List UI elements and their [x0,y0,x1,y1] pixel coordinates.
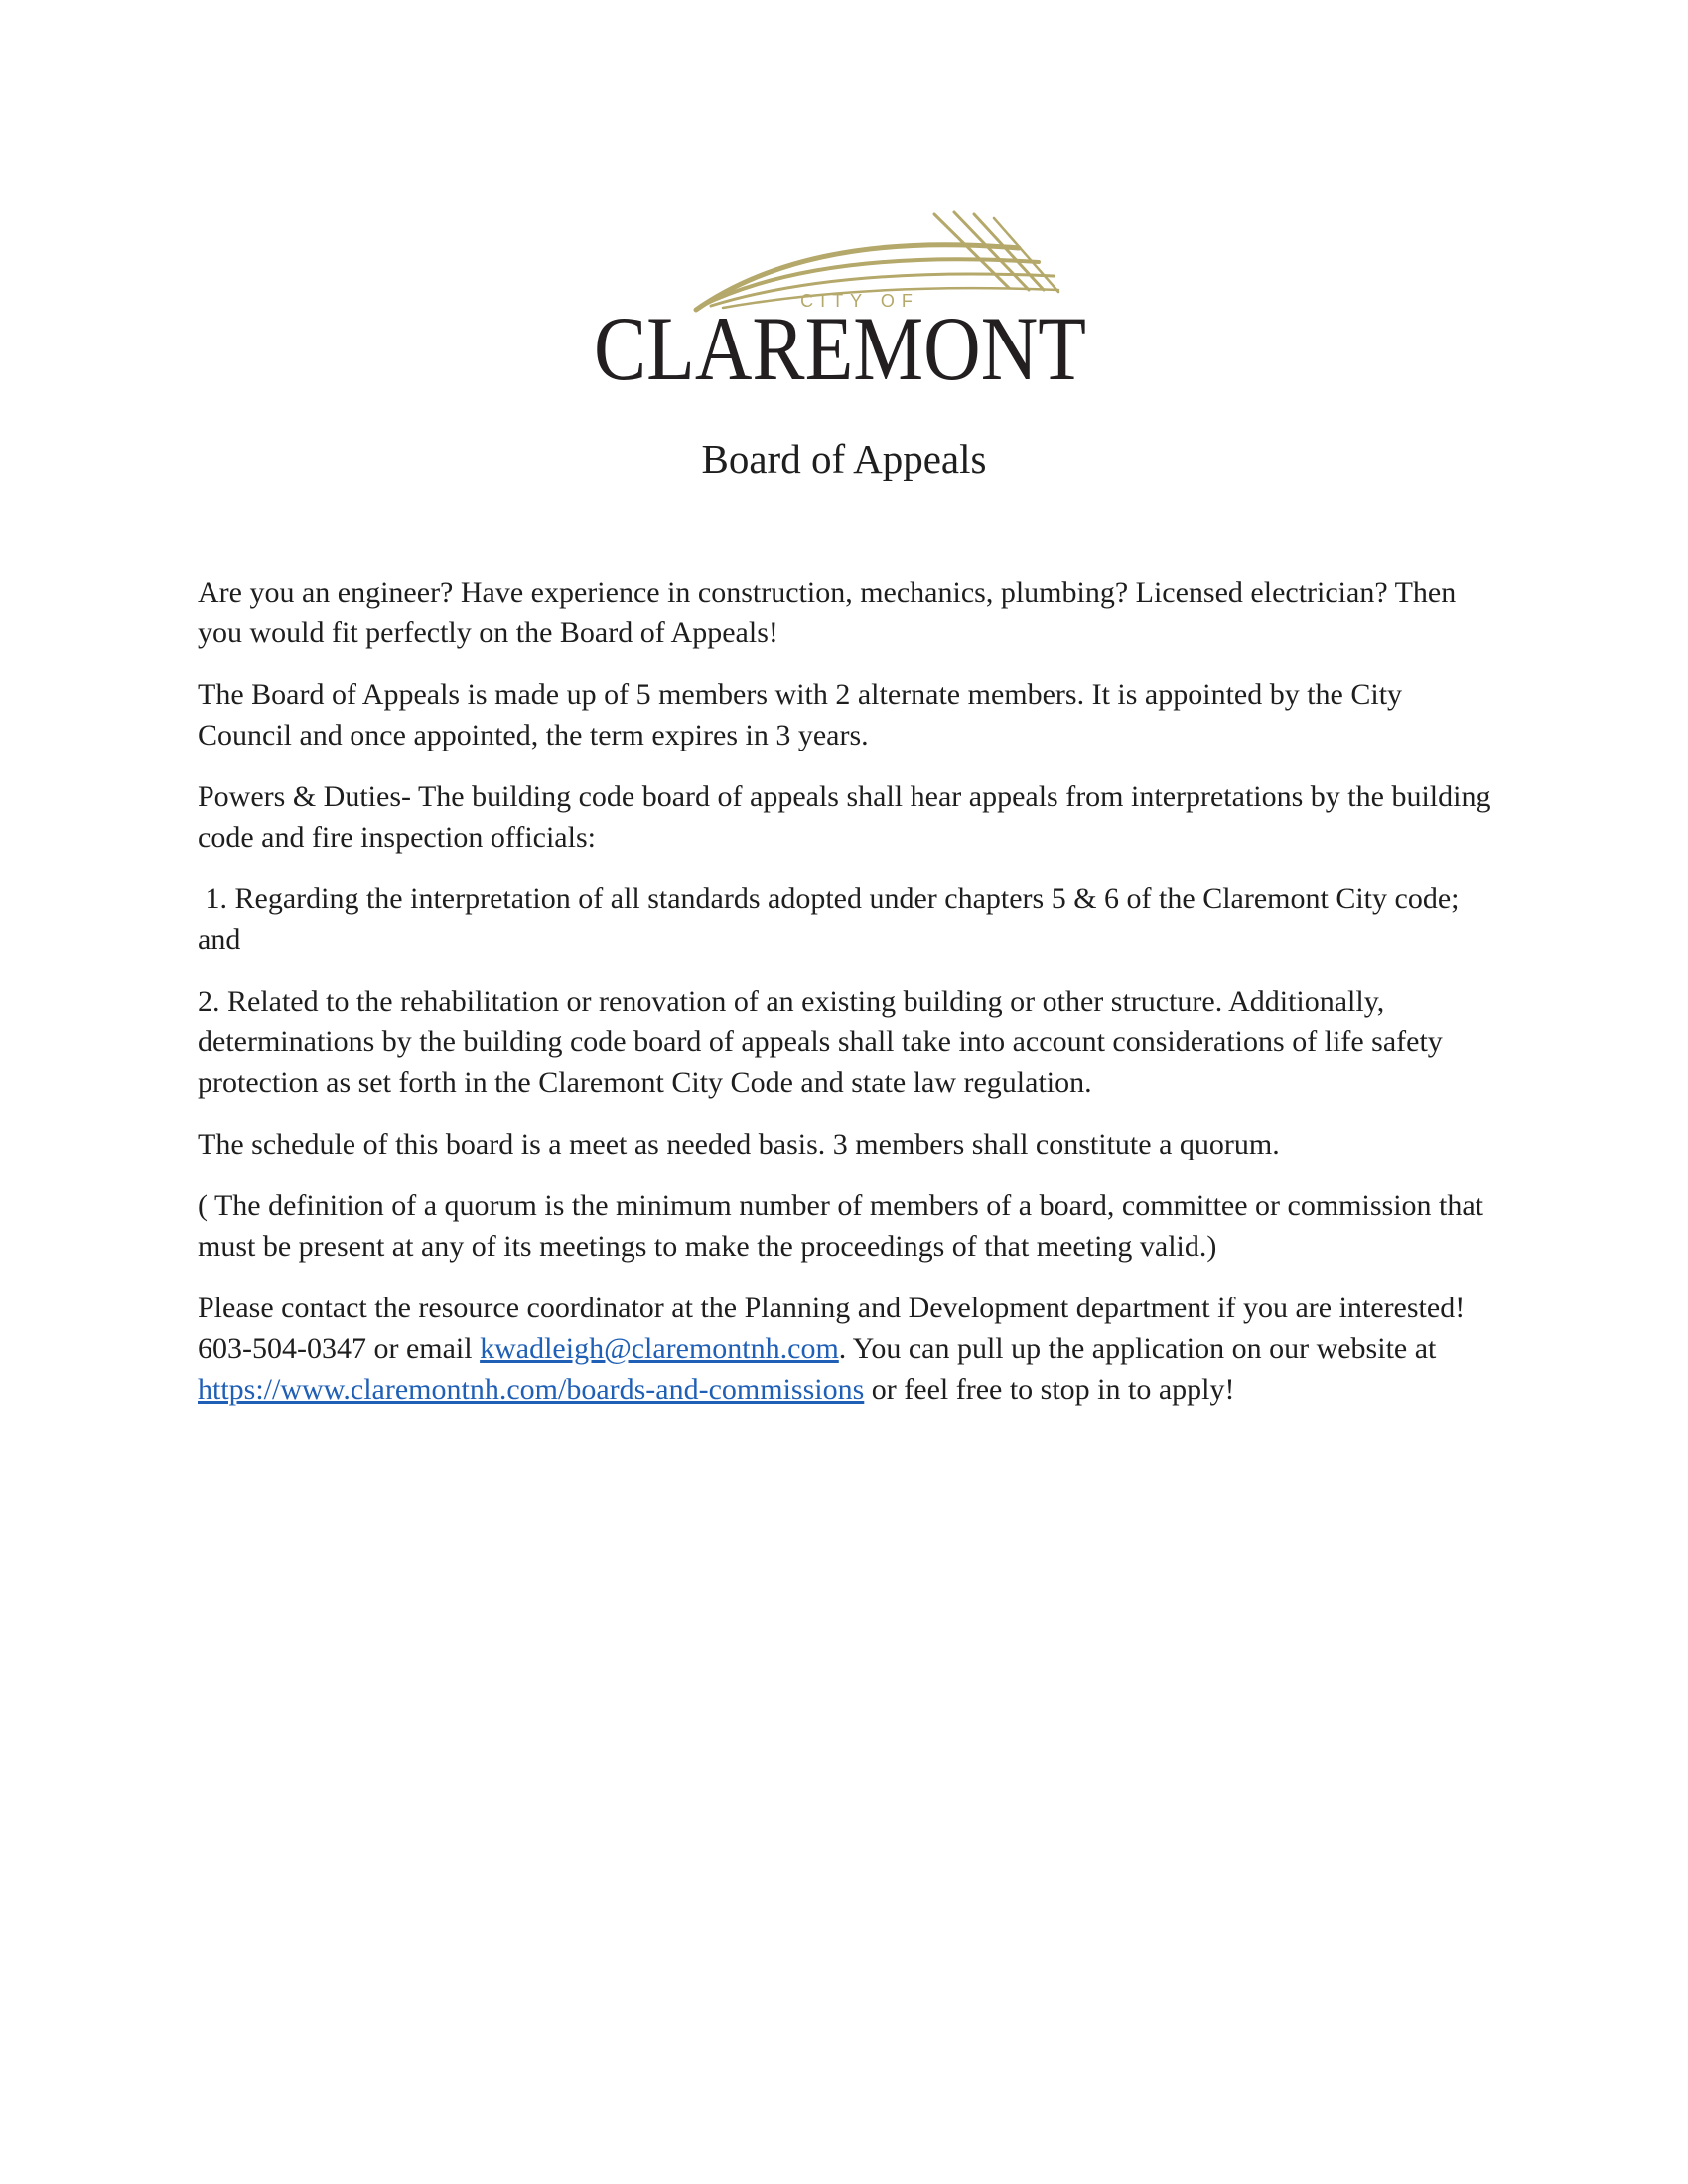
logo-claremont: CLAREMONT [594,298,1086,389]
logo-city-of: CITY OF [800,291,919,311]
list-item-2: 2. Related to the rehabilitation or renovation of an existing building or other structure. Additionally, determinations by the building code board of appeals shall take into account considerations of life safety protection as set forth in the Claremont City Code and state law regulation. [198,985,1443,1099]
contact-paragraph [198,1288,1498,1410]
contact-text-3: or feel free to stop in to apply! [864,1373,1235,1406]
contact-text-1: Please contact the resource coordinator at the Planning and Development department if you are interested! 603-504-0347 or email [198,1292,1466,1365]
contact-text-2: . You can pull up the application on our website at [838,1332,1437,1365]
intro-paragraph: Are you an engineer? Have experience in construction, mechanics, plumbing? Licensed electrician? Then you would fit perfectly on the Board of Appeals! [198,576,1457,649]
powers-paragraph: Powers & Duties- The building code board of appeals shall hear appeals from interpretations by the building code and fire inspection officials: [198,780,1491,854]
list-item-1: 1. Regarding the interpretation of all standards adopted under chapters 5 & 6 of the Claremont City code; and [198,883,1467,956]
page-title: Board of Appeals [701,436,987,481]
city-logo [592,210,1088,389]
document-body [198,572,1498,1431]
website-link[interactable]: https://www.claremontnh.com/boards-and-commissions [198,1373,865,1406]
email-link[interactable]: kwadleigh@claremontnh.com [480,1332,839,1365]
membership-paragraph: The Board of Appeals is made up of 5 members with 2 alternate members. It is appointed by the City Council and once appointed, the term expires in 3 years. [198,678,1403,751]
city-logo-graphic [592,210,1088,389]
schedule-paragraph: The schedule of this board is a meet as needed basis. 3 members shall constitute a quorum. [198,1128,1280,1160]
quorum-paragraph: ( The definition of a quorum is the minimum number of members of a board, committee or commission that must be present at any of its meetings to make the proceedings of that meeting valid.) [198,1189,1484,1263]
